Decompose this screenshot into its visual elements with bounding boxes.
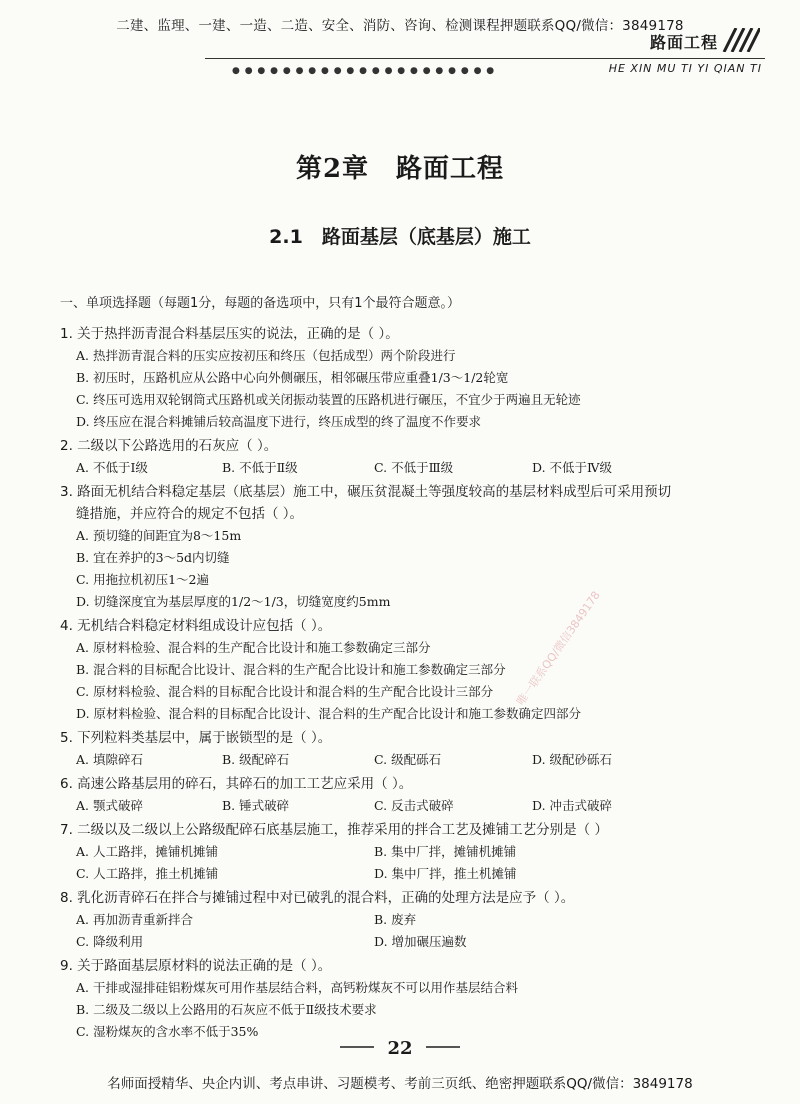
question-2-option-d: D. 不低于Ⅳ级	[532, 460, 613, 475]
question-5-option-b: B. 级配碎石	[222, 752, 290, 767]
question-5-option-c: C. 级配砾石	[374, 752, 442, 767]
page-number-rule-right	[426, 1046, 460, 1048]
question-8-option-c: C. 降级利用	[76, 934, 144, 949]
question-9: 9. 关于路面基层原材料的说法正确的是（ ）。	[60, 958, 332, 974]
question-2-option-c: C. 不低于Ⅲ级	[374, 460, 454, 475]
question-6: 6. 高速公路基层用的碎石，其碎石的加工工艺应采用（ ）。	[60, 776, 413, 792]
question-9-option-c: C. 湿粉煤灰的含水率不低于35%	[76, 1024, 259, 1039]
question-2-option-b: B. 不低于Ⅱ级	[222, 460, 298, 475]
question-4-option-a: A. 原材料检验、混合料的生产配合比设计和施工参数确定三部分	[76, 640, 431, 655]
question-5: 5. 下列粒料类基层中，属于嵌锁型的是（ ）。	[60, 730, 332, 746]
question-1-option-c: C. 终压可选用双轮钢筒式压路机或关闭振动装置的压路机进行碾压，不宜少于两遍且无轮迹	[76, 392, 581, 407]
question-4: 4. 无机结合料稳定材料组成设计应包括（ ）。	[60, 618, 332, 634]
bottom-notice: 名师面授精华、央企内训、考点串讲、习题模考、考前三页纸、绝密押题联系QQ/微信：3849178	[107, 1076, 693, 1092]
top-notice: 二建、监理、一建、一造、二造、安全、消防、咨询、检测课程押题联系QQ/微信：3849178	[116, 18, 684, 34]
question-2-option-a: A. 不低于Ⅰ级	[76, 460, 148, 475]
question-3-option-d: D. 切缝深度宜为基层厚度的1/2～1/3，切缝宽度约5mm	[76, 594, 391, 609]
question-1-option-d: D. 终压应在混合料摊铺后较高温度下进行，终压成型的终了温度不作要求	[76, 414, 482, 429]
question-1: 1. 关于热拌沥青混合料基层压实的说法，正确的是（ ）。	[60, 326, 399, 342]
header-dots-decoration: ● ● ● ● ● ● ● ● ● ● ● ● ● ● ● ● ● ● ● ● ●	[232, 66, 496, 76]
question-1-option-a: A. 热拌沥青混合料的压实应按初压和终压（包括成型）两个阶段进行	[76, 348, 456, 363]
question-3-continued: 缝措施，并应符合的规定不包括（ ）。	[76, 506, 304, 522]
question-3-option-c: C. 用拖拉机初压1～2遍	[76, 572, 209, 587]
question-4-option-d: D. 原材料检验、混合料的目标配合比设计、混合料的生产配合比设计和施工参数确定四部分	[76, 706, 582, 721]
question-8: 8. 乳化沥青碎石在拌合与摊铺过程中对已破乳的混合料，正确的处理方法是应予（ ）。	[60, 890, 575, 906]
question-4-option-b: B. 混合料的目标配合比设计、混合料的生产配合比设计和施工参数确定三部分	[76, 662, 506, 677]
question-1-option-b: B. 初压时，压路机应从公路中心向外侧碾压，相邻碾压带应重叠1/3～1/2轮宽	[76, 370, 509, 385]
question-7: 7. 二级以及二级以上公路级配碎石底基层施工，推荐采用的拌合工艺及摊铺工艺分别是（ ）	[60, 822, 608, 838]
chapter-title: 第2章 路面工程	[295, 154, 505, 184]
question-8-option-a: A. 再加沥青重新拌合	[76, 912, 193, 927]
header-pinyin: HE XIN MU TI YI QIAN TI	[608, 62, 762, 75]
question-6-option-b: B. 锤式破碎	[222, 798, 290, 813]
question-3-option-a: A. 预切缝的间距宜为8～15m	[76, 528, 242, 543]
question-8-option-d: D. 增加碾压遍数	[374, 934, 467, 949]
question-2: 2. 二级以下公路选用的石灰应（ ）。	[60, 438, 278, 454]
question-7-option-b: B. 集中厂拌，摊铺机摊铺	[374, 844, 517, 859]
question-5-option-a: A. 填隙碎石	[76, 752, 143, 767]
question-7-option-c: C. 人工路拌，推土机摊铺	[76, 866, 219, 881]
question-section-intro: 一、单项选择题（每题1分，每题的备选项中，只有1个最符合题意。）	[60, 296, 461, 311]
question-7-option-a: A. 人工路拌，摊铺机摊铺	[76, 844, 218, 859]
section-title: 2.1 路面基层（底基层）施工	[269, 226, 531, 248]
question-6-option-a: A. 颚式破碎	[76, 798, 143, 813]
question-8-option-b: B. 废弃	[374, 912, 417, 927]
header-stripes-decoration	[720, 28, 760, 52]
running-header-title: 路面工程	[649, 33, 718, 52]
question-7-option-d: D. 集中厂拌，推土机摊铺	[374, 866, 517, 881]
question-6-option-c: C. 反击式破碎	[374, 798, 454, 813]
page-number: 22	[387, 1038, 413, 1059]
question-9-option-b: B. 二级及二级以上公路用的石灰应不低于Ⅱ级技术要求	[76, 1002, 377, 1017]
question-3-option-b: B. 宜在养护的3～5d内切缝	[76, 550, 230, 565]
watermark: 唯一联系QQ/微信3849178	[514, 588, 603, 708]
question-6-option-d: D. 冲击式破碎	[532, 798, 613, 813]
header-rule	[205, 58, 765, 59]
question-9-option-a: A. 干排或湿排硅铝粉煤灰可用作基层结合料，高钙粉煤灰不可以用作基层结合料	[76, 980, 518, 995]
question-4-option-c: C. 原材料检验、混合料的目标配合比设计和混合料的生产配合比设计三部分	[76, 684, 494, 699]
question-3: 3. 路面无机结合料稳定基层（底基层）施工中，碾压贫混凝土等强度较高的基层材料成型后可采用预切	[60, 484, 672, 500]
question-5-option-d: D. 级配砂砾石	[532, 752, 613, 767]
